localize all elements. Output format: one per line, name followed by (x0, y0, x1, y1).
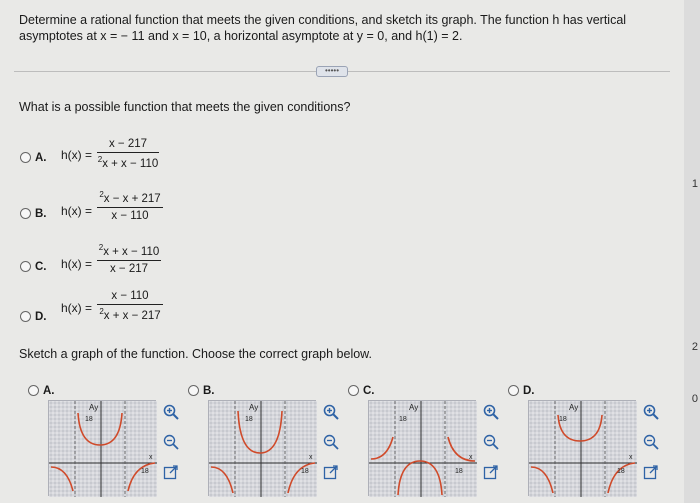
radio-option-b[interactable] (20, 208, 31, 219)
fraction-bar (97, 152, 159, 153)
graph-option-b[interactable] (188, 383, 215, 397)
grid (49, 401, 157, 497)
zoom-in-icon[interactable] (322, 403, 340, 421)
option-b-letter: B. (35, 208, 47, 220)
option-d-lhs: h(x) = (61, 301, 93, 315)
option-a-denominator-wrap (97, 155, 159, 170)
graph-c-svg (369, 401, 477, 497)
option-d-denominator-wrap (97, 307, 163, 322)
zoom-out-icon[interactable] (162, 433, 180, 451)
option-a-numerator: x − 217 (108, 138, 148, 150)
option-c-num-power: 2 (98, 243, 104, 252)
y-tick: 18 (85, 416, 93, 423)
option-b[interactable] (20, 206, 47, 220)
edge-mark: 2 (691, 341, 698, 353)
external-link-icon[interactable] (162, 463, 180, 481)
graph-d-letter: D. (523, 385, 535, 397)
x-label: x (629, 454, 633, 461)
y-label: Ay (249, 403, 259, 412)
zoom-out-icon[interactable] (642, 433, 660, 451)
grid (529, 401, 637, 497)
y-tick: 18 (559, 416, 567, 423)
option-c-lhs: h(x) = (61, 257, 93, 271)
external-link-icon[interactable] (642, 463, 660, 481)
option-b-denominator: x − 110 (111, 209, 149, 222)
option-d[interactable] (20, 309, 47, 323)
graph-option-c[interactable] (348, 383, 375, 397)
x-tick: 18 (455, 468, 463, 475)
part2-prompt: Sketch a graph of the function. Choose the correct graph below. (19, 347, 372, 361)
radio-graph-a[interactable] (28, 385, 39, 396)
x-label: x (149, 454, 153, 461)
right-edge (684, 0, 700, 503)
graph-b-letter: B. (203, 385, 215, 397)
fraction-bar (97, 304, 163, 305)
graph-option-a[interactable] (28, 383, 55, 397)
part1-prompt: What is a possible function that meets the given conditions? (19, 100, 351, 114)
option-c-numerator-wrap (97, 243, 161, 258)
question-text: Determine a rational function that meets the given conditions, and sketch its graph. The function h has vertical asymptotes at x = − 11 and x = 10, a horizontal asymptote at y = 0, and h(1) = 2. (19, 13, 627, 43)
option-b-numerator-wrap (97, 190, 163, 205)
graph-c-letter: C. (363, 385, 375, 397)
zoom-out-icon[interactable] (482, 433, 500, 451)
y-tick: 18 (399, 416, 407, 423)
option-c-denominator: x − 217 (109, 262, 149, 275)
grid (369, 401, 477, 497)
grid (209, 401, 317, 497)
zoom-in-icon[interactable] (162, 403, 180, 421)
graph-a-svg (49, 401, 157, 497)
y-label: Ay (89, 403, 99, 412)
option-a[interactable] (20, 150, 47, 164)
option-d-letter: D. (35, 311, 47, 323)
option-d-den-power: 2 (99, 307, 104, 316)
radio-graph-d[interactable] (508, 385, 519, 396)
option-b-lhs: h(x) = (61, 204, 93, 218)
option-a-den-power: 2 (97, 155, 103, 164)
option-d-fraction (97, 290, 163, 322)
fraction-bar (97, 260, 161, 261)
x-tick: 18 (301, 468, 309, 475)
option-a-lhs: h(x) = (61, 148, 93, 162)
graph-c[interactable] (368, 400, 476, 496)
option-c-fraction (97, 243, 161, 275)
option-a-denominator: x + x − 110 (102, 157, 159, 170)
zoom-in-icon[interactable] (642, 403, 660, 421)
zoom-in-icon[interactable] (482, 403, 500, 421)
radio-graph-c[interactable] (348, 385, 359, 396)
option-c[interactable] (20, 259, 47, 273)
option-b-num-power: 2 (99, 190, 104, 199)
radio-option-a[interactable] (20, 152, 31, 163)
edge-mark: 0 (691, 393, 698, 405)
option-a-fraction (97, 138, 159, 170)
option-d-denominator: x + x − 217 (103, 309, 161, 322)
graph-b[interactable] (208, 400, 316, 496)
graph-option-d[interactable] (508, 383, 535, 397)
external-link-icon[interactable] (482, 463, 500, 481)
option-a-letter: A. (35, 152, 47, 164)
graph-a-letter: A. (43, 385, 55, 397)
x-label: x (469, 454, 473, 461)
option-c-numerator: x + x − 110 (103, 245, 160, 258)
external-link-icon[interactable] (322, 463, 340, 481)
option-d-numerator: x − 110 (111, 290, 149, 302)
graph-b-svg (209, 401, 317, 497)
x-tick: 18 (141, 468, 149, 475)
x-label: x (309, 454, 313, 461)
option-b-numerator: x − x + 217 (103, 192, 161, 205)
graph-d[interactable] (528, 400, 636, 496)
x-tick: 18 (617, 468, 625, 475)
y-tick: 18 (245, 416, 253, 423)
y-label: Ay (409, 403, 419, 412)
edge-mark: 1 (691, 178, 698, 190)
radio-graph-b[interactable] (188, 385, 199, 396)
radio-option-d[interactable] (20, 311, 31, 322)
fraction-bar (97, 207, 163, 208)
zoom-out-icon[interactable] (322, 433, 340, 451)
more-button[interactable]: ••••• (316, 66, 348, 77)
graph-d-svg (529, 401, 637, 497)
option-b-fraction (97, 190, 163, 222)
graph-a[interactable] (48, 400, 156, 496)
y-label: Ay (569, 403, 579, 412)
option-c-letter: C. (35, 261, 47, 273)
radio-option-c[interactable] (20, 261, 31, 272)
